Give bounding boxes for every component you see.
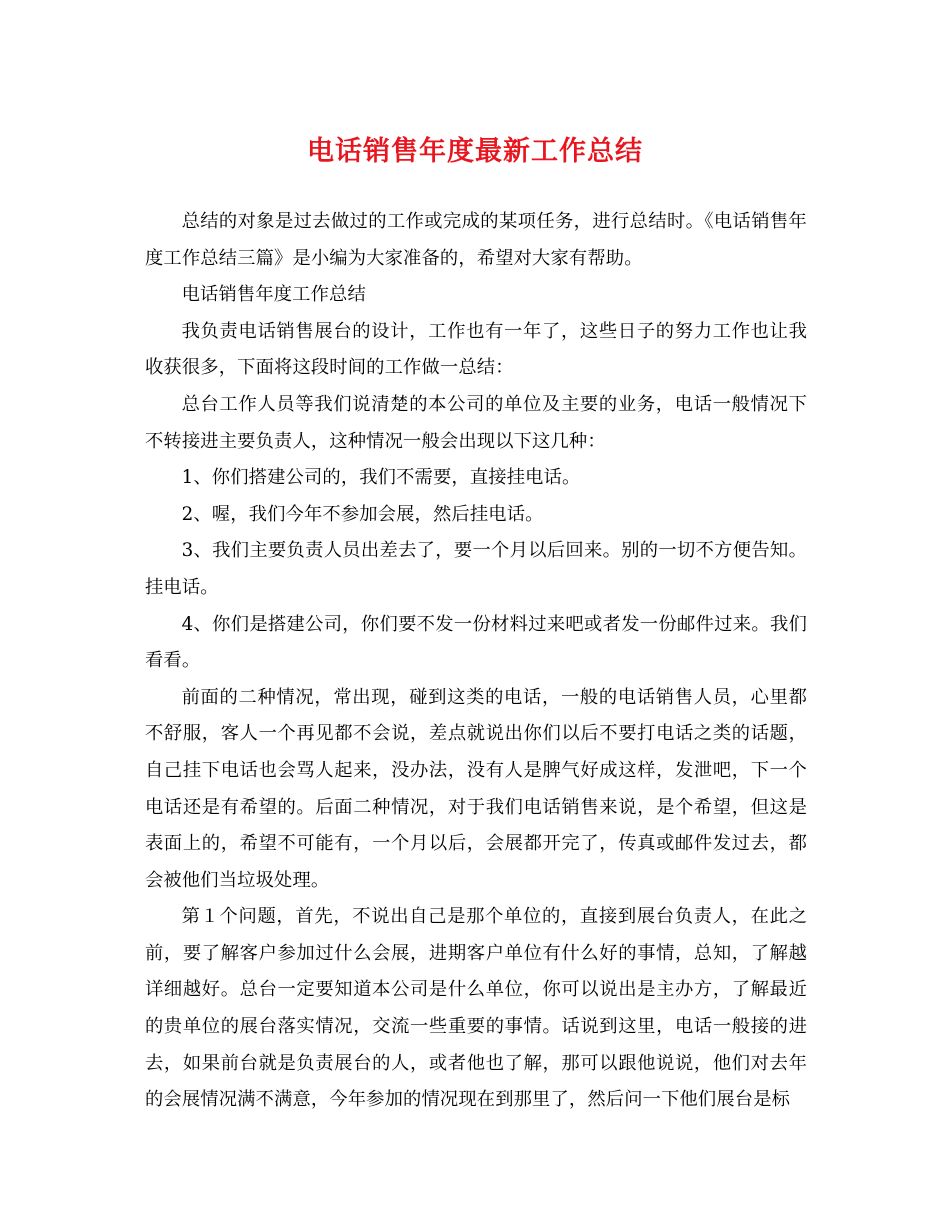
list-item-1: 1、你们搭建公司的，我们不需要，直接挂电话。 [181,467,581,489]
list-item-3: 3、我们主要负责人员出差去了，要一个月以后回来。别的一切不方便告知。挂电话。 [145,540,807,598]
paragraph: 我负责电话销售展台的设计，工作也有一年了，这些日子的努力工作也让我收获很多，下面将这段时间的工作做一总结： [145,320,807,379]
document-body [145,204,807,1119]
list-item-4: 4、你们是搭建公司，你们要不发一份材料过来吧或者发一份邮件过来。我们看看。 [145,613,807,672]
paragraph-intro: 总结的对象是过去做过的工作或完成的某项任务，进行总结时。《电话销售年度工作总结三篇》是小编为大家准备的，希望对大家有帮助。 [145,211,807,269]
list-item-2: 2、喔，我们今年不参加会展，然后挂电话。 [181,503,544,525]
paragraph: 前面的二种情况，常出现，碰到这类的电话，一般的电话销售人员，心里都不舒服，客人一个再见都不会说，差点就说出你们以后不要打电话之类的话题，自己挂下电话也会骂人起来，没办法，没有人是脾气好成这样，发泄吧，下一个电话还是有希望的。后面二种情况，对于我们电话销售来说，是个希望，但这是表面上的，希望不可能有，一个月以后，会展都开完了，传真或邮件发过去，都会被他们当垃圾处理。 [145,686,807,891]
document-title: 电话销售年度最新工作总结 [307,136,643,167]
paragraph-subheading: 电话销售年度工作总结 [181,284,366,306]
paragraph: 第１个问题，首先，不说出自己是那个单位的，直接到展台负责人，在此之前，要了解客户参加过什么会展，进期客户单位有什么好的事情，总知，了解越详细越好。总台一定要知道本公司是什么单位，你可以说出是主办方，了解最近的贵单位的展台落实情况，交流一些重要的事情。话说到这里，电话一般接的进去，如果前台就是负责展台的人，或者他也了解，那可以跟他说说，他们对去年的会展情况满不满意，今年参加的情况现在到那里了，然后问一下他们展台是标 [145,906,807,1111]
paragraph: 总台工作人员等我们说清楚的本公司的单位及主要的业务，电话一般情况下不转接进主要负责人，这种情况一般会出现以下这几种： [145,393,807,452]
